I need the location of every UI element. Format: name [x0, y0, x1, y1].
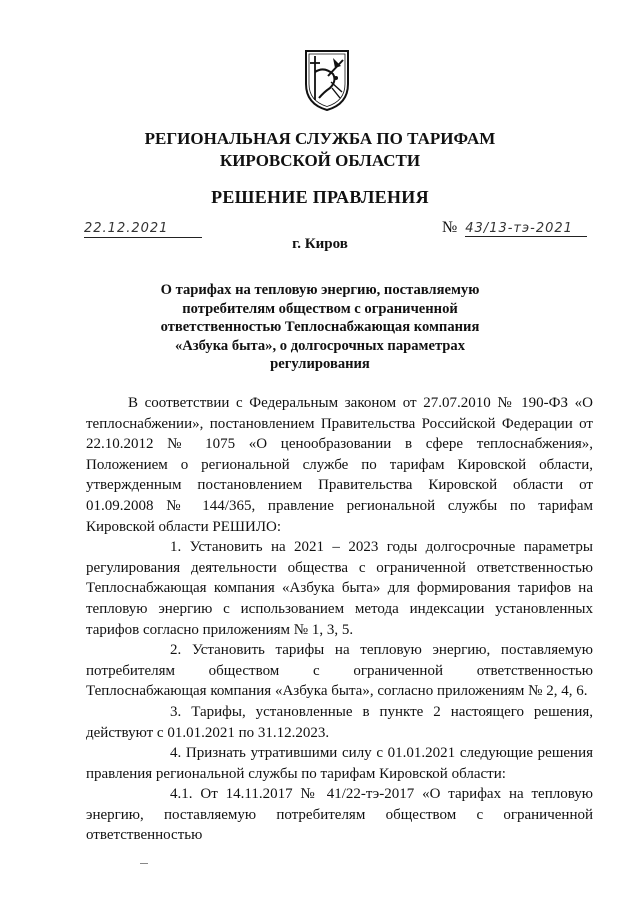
clause-2: [86, 640, 593, 702]
subject-line: потребителям обществом с ограниченной: [182, 300, 458, 317]
issuer-name-line-1: РЕГИОНАЛЬНАЯ СЛУЖБА ПО ТАРИФАМ: [144, 129, 496, 148]
decision-subject: [160, 281, 480, 374]
decision-number-handwritten: 43/13-тэ-2021: [465, 221, 587, 237]
clause-text: Установить тарифы на тепловую энергию, поставляемую потребителям обществом с ограниченной ответственностью Теплоснабжающая компания «Азбука быта», согласно приложениям № 2, 4, 6.: [86, 642, 594, 700]
clause-4-1: [86, 784, 593, 846]
clause-text: От 14.11.2017 № 41/22-тэ-2017 «О тарифах на тепловую энергию, поставляемую потребителям обществом с ограниченной ответственностью: [86, 786, 594, 844]
subject-line: ответственностью Теплоснабжающая компания: [160, 319, 480, 336]
preamble-paragraph: В соответствии с Федеральным законом от 27.07.2010 № 190-ФЗ «О теплоснабжении», постановлением Правительства Российской Федерации от 22.10.2012 № 1075 «О ценообразовании в сфере теплоснабжения», Положением о региональной службе по тарифам Кировской области, утвержденным постановлением Правительства Кировской области от 01.09.2008 № 144/365, правление региональной службы по тарифам Кировской области РЕШИЛО:: [86, 395, 593, 535]
decision-number-field: [442, 219, 587, 237]
clause-1: [86, 537, 593, 640]
clause-number: 1.: [170, 539, 182, 556]
clause-number: 4.: [170, 745, 182, 762]
clause-text: Тарифы, установленные в пункте 2 настоящего решения, действуют с 01.01.2021 по 31.12.2023.: [86, 703, 594, 741]
document-title: РЕШЕНИЕ ПРАВЛЕНИЯ: [211, 187, 429, 207]
place-of-issue: г. Киров: [292, 236, 348, 252]
number-sign: №: [442, 219, 458, 236]
subject-line: «Азбука быта», о долгосрочных параметрах: [174, 337, 466, 354]
subject-line: регулирования: [270, 356, 370, 373]
clause-4: [86, 743, 593, 784]
subject-line: О тарифах на тепловую энергию, поставляемую: [160, 282, 480, 298]
kirov-coat-of-arms-emblem: [302, 48, 352, 112]
decision-date-handwritten: 22.12.2021: [84, 221, 202, 238]
page-footer-mark: [140, 863, 148, 864]
clause-text: Установить на 2021 – 2023 годы долгосрочные параметры регулирования деятельности общества с ограниченной ответственностью Теплоснабжающая компания «Азбука быта» для формирования тарифов на тепловую энергию с использованием метода индексации установленных тарифов согласно приложениям № 1, 3, 5.: [86, 539, 594, 638]
issuer-name-line-2: КИРОВСКОЙ ОБЛАСТИ: [219, 151, 421, 170]
clause-number: 4.1.: [170, 786, 193, 803]
clause-number: 2.: [170, 642, 182, 659]
clause-number: 3.: [170, 703, 182, 720]
decision-body: [86, 393, 593, 846]
clause-text: Признать утратившими силу с 01.01.2021 следующие решения правления региональной службы по тарифам Кировской области:: [86, 745, 593, 782]
clause-3: [86, 702, 593, 743]
